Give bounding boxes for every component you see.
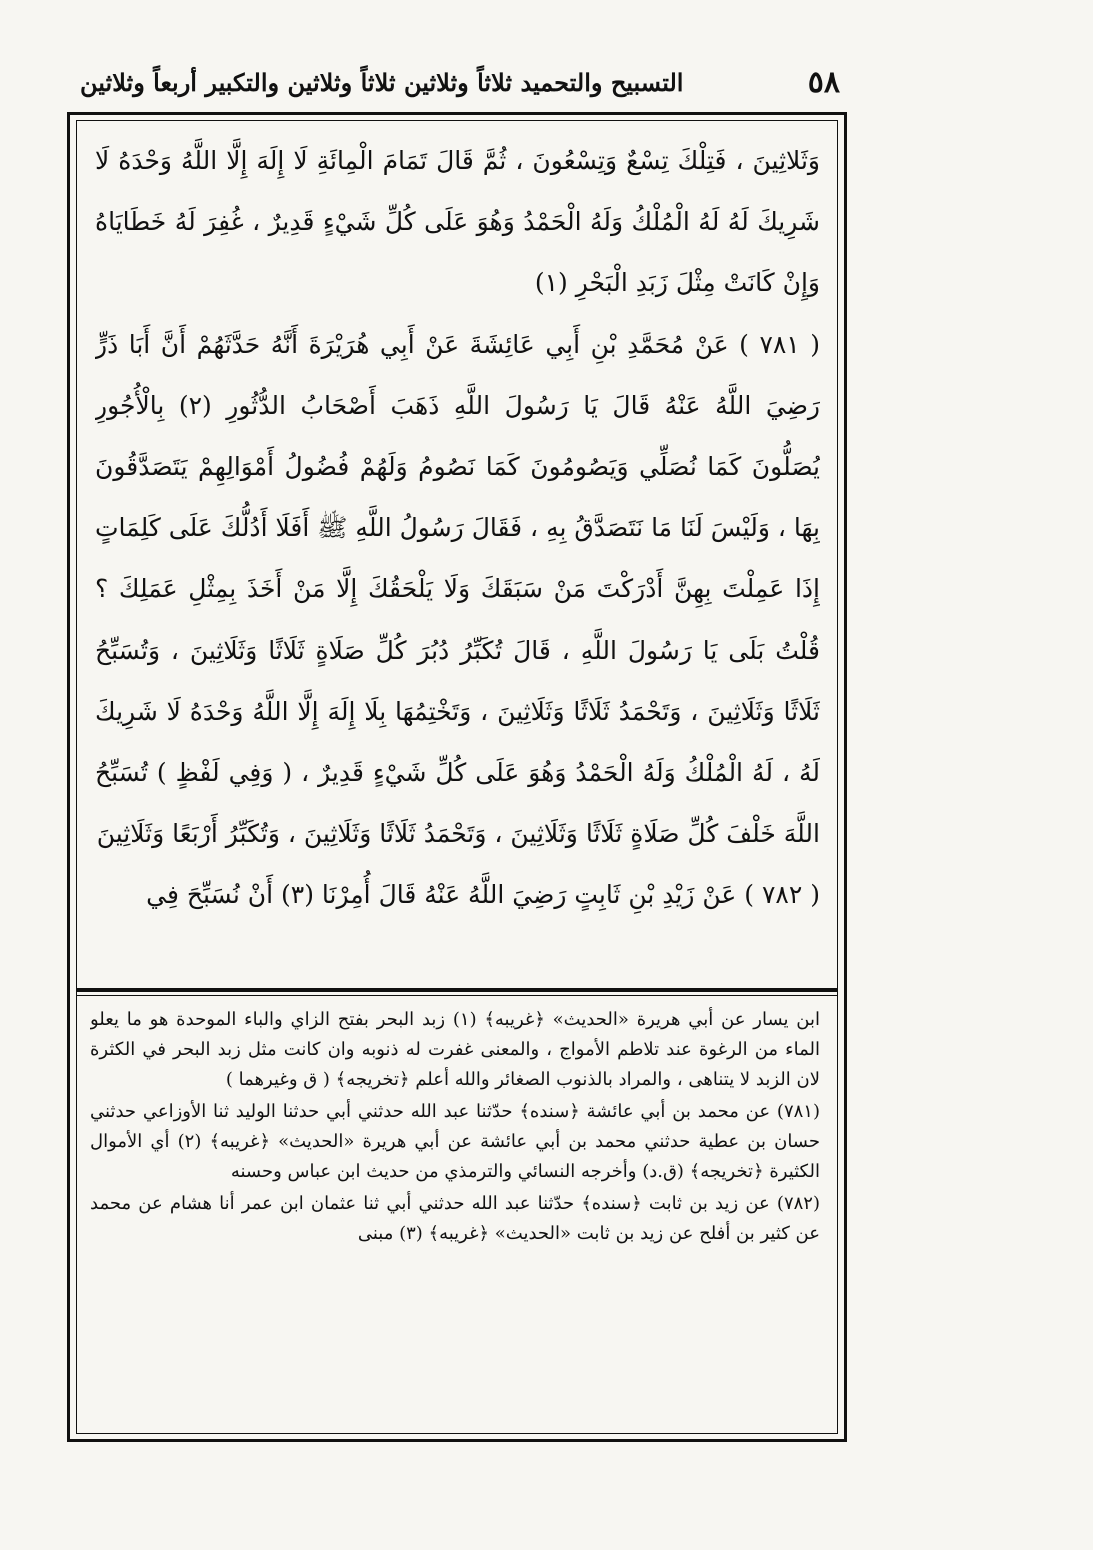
footnotes <box>90 1005 820 1430</box>
page-header <box>80 62 840 102</box>
footnote-divider <box>76 988 838 992</box>
footnote: (٧٨١) عن محمد بن أبي عائشة ﴿سنده﴾ حدّثنا عبد الله حدثني أبي حدثنا الوليد ثنا الأوزاعي حدثني حسان بن عطية حدثني محمد بن أبي عائشة عن أبي هريرة «الحديث» ﴿غريبه﴾ (٢) أي الأموال الكثيرة ﴿تخريجه﴾ (ق.د) وأخرجه النسائي والترمذي من حديث ابن عباس وحسنه <box>90 1101 820 1182</box>
main-paragraph: وَثَلاثِينَ ، فَتِلْكَ تِسْعٌ وَتِسْعُونَ ، ثُمَّ قَالَ تَمَامَ الْمِائَةِ لَا إِلَهَ إِلَّا اللَّهُ وَحْدَهُ لَا شَرِيكَ لَهُ لَهُ الْمُلْكُ وَلَهُ الْحَمْدُ وَهُوَ عَلَى كُلِّ شَيْءٍ قَدِيرٌ ، غُفِرَ لَهُ خَطَايَاهُ وَإِنْ كَانَتْ مِثْلَ زَبَدِ الْبَحْرِ (١) <box>95 146 820 298</box>
running-title: التسبيح والتحميد ثلاثاً وثلاثين ثلاثاً وثلاثين والتكبير أربعاً وثلاثين <box>80 67 684 97</box>
footnote: (٧٨٢) عن زيد بن ثابت ﴿سنده﴾ حدّثنا عبد الله حدثني أبي ثنا عثمان ابن عمر أنا هشام عن محمد عن كثير بن أفلح عن زيد بن ثابت «الحديث» ﴿غريبه﴾ (٣) مبنى <box>90 1193 820 1244</box>
footnote-divider-thin <box>76 995 838 996</box>
hadith-782: ( ٧٨٢ ) عَنْ زَيْدِ بْنِ ثَابِتٍ رَضِيَ اللَّهُ عَنْهُ قَالَ أُمِرْنَا (٣) أَنْ نُسَبِّحَ فِي <box>146 880 820 910</box>
page-number: ٥٨ <box>807 64 840 100</box>
hadith-781: ( ٧٨١ ) عَنْ مُحَمَّدِ بْنِ أَبِي عَائِشَةَ عَنْ أَبِي هُرَيْرَةَ أَنَّهُ حَدَّثَهُمْ أَنَّ أَبَا ذَرٍّ رَضِيَ اللَّهُ عَنْهُ قَالَ يَا رَسُولَ اللَّهِ ذَهَبَ أَصْحَابُ الدُّثُورِ (٢) بِالْأُجُورِ يُصَلُّونَ كَمَا نُصَلِّي وَيَصُومُونَ كَمَا نَصُومُ وَلَهُمْ فُضُولُ أَمْوَالِهِمْ يَتَصَدَّقُونَ بِهَا ، وَلَيْسَ لَنَا مَا نَتَصَدَّقُ بِهِ ، فَقَالَ رَسُولُ اللَّهِ ﷺ أَفَلَا أَدُلُّكَ عَلَى كَلِمَاتٍ إِذَا عَمِلْتَ بِهِنَّ أَدْرَكْتَ مَنْ سَبَقَكَ وَلَا يَلْحَقُكَ إِلَّا مَنْ أَخَذَ بِمِثْلِ عَمَلِكَ ؟ قُلْتُ بَلَى يَا رَسُولَ اللَّهِ ، قَالَ تُكَبِّرُ دُبُرَ كُلِّ صَلَاةٍ ثَلَاثًا وَثَلَاثِينَ ، وَتُسَبِّحُ ثَلَاثًا وَثَلَاثِينَ ، وَتَحْمَدُ ثَلَاثًا وَثَلَاثِينَ ، وَتَخْتِمُهَا بِلَا إِلَهَ إِلَّا اللَّهُ وَحْدَهُ لَا شَرِيكَ لَهُ ، لَهُ الْمُلْكُ وَلَهُ الْحَمْدُ وَهُوَ عَلَى كُلِّ شَيْءٍ قَدِيرٌ ، ( وَفِي لَفْظٍ ) تُسَبِّحُ اللَّهَ خَلْفَ كُلِّ صَلَاةٍ ثَلَاثًا وَثَلَاثِينَ ، وَتَحْمَدُ ثَلَاثًا وَثَلَاثِينَ ، وَتُكَبِّرُ أَرْبَعًا وَثَلَاثِينَ <box>95 329 820 849</box>
footnote: ابن يسار عن أبي هريرة «الحديث» ﴿غريبه﴾ (١) زبد البحر بفتح الزاي والباء الموحدة هو ما يعلو الماء من الرغوة عند تلاطم الأمواج ، والمعنى غفرت له ذنوبه وان كانت مثل زبد البحر في الكثرة لان الزبد لا يتناهى ، والمراد بالذنوب الصغائر والله أعلم ﴿تخريجه﴾ ( ق وغيرهما ) <box>90 1009 820 1090</box>
main-text <box>95 130 820 980</box>
